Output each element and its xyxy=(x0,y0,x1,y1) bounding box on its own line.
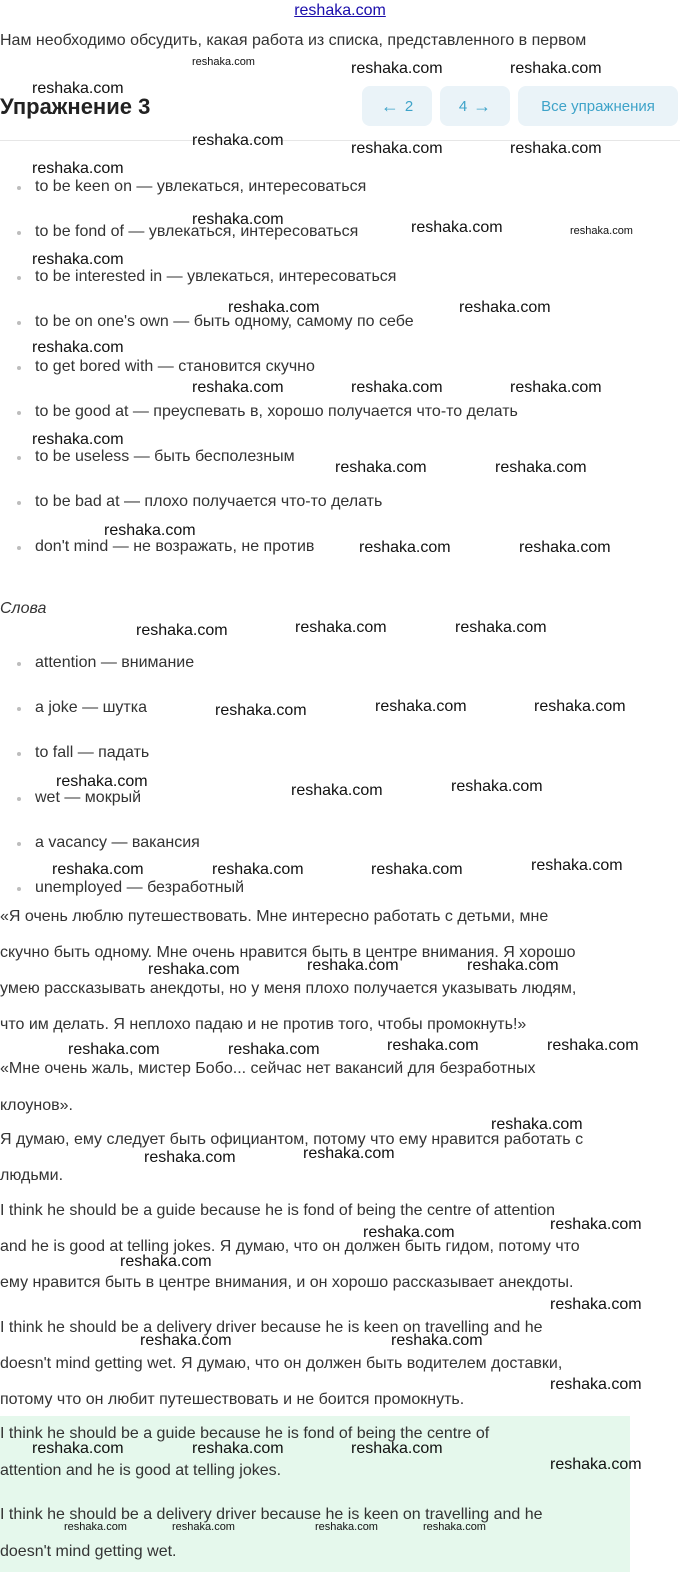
list-item-text: unemployed — безработный xyxy=(35,879,245,896)
watermark: reshaka.com xyxy=(455,619,547,636)
bullet xyxy=(17,411,21,415)
watermark: reshaka.com xyxy=(547,1037,639,1054)
bullet xyxy=(17,546,21,550)
watermark: reshaka.com xyxy=(371,861,463,878)
text-line: людьми. xyxy=(0,1167,64,1184)
list-item-text: attention — внимание xyxy=(35,654,195,671)
list-item-text: to fall — падать xyxy=(35,744,150,761)
watermark: reshaka.com xyxy=(192,56,255,68)
text-line: Я думаю, ему следует быть официантом, потому что ему нравится работать с xyxy=(0,1131,584,1148)
answer-line: attention and he is good at telling jokes. xyxy=(0,1462,282,1479)
watermark: reshaka.com xyxy=(375,698,467,715)
watermark: reshaka.com xyxy=(212,861,304,878)
intro-text: Нам необходимо обсудить, какая работа из списка, представленного в первом xyxy=(0,32,587,49)
text-line: клоунов». xyxy=(0,1097,73,1114)
watermark: reshaka.com xyxy=(192,379,284,396)
watermark: reshaka.com xyxy=(531,857,623,874)
text-line: I think he should be a delivery driver because he is keen on travelling and he xyxy=(0,1319,543,1336)
watermark: reshaka.com xyxy=(510,140,602,157)
list-item-text: to be interested in — увлекаться, интересоваться xyxy=(35,268,397,285)
watermark: reshaka.com xyxy=(411,219,503,236)
all-exercises-button[interactable] xyxy=(518,86,678,126)
watermark: reshaka.com xyxy=(295,619,387,636)
bullet xyxy=(17,186,21,190)
list-item-text: don't mind — не возражать, не против xyxy=(35,538,315,555)
list-item-text: a joke — шутка xyxy=(35,699,147,716)
list-item-text: wet — мокрый xyxy=(35,789,142,806)
watermark: reshaka.com xyxy=(550,1376,642,1393)
watermark: reshaka.com xyxy=(534,698,626,715)
list-item-text: to be on one's own — быть одному, самому по себе xyxy=(35,313,414,330)
watermark: reshaka.com xyxy=(192,211,284,228)
watermark: reshaka.com xyxy=(32,160,124,177)
watermark: reshaka.com xyxy=(387,1037,479,1054)
watermark: reshaka.com xyxy=(570,225,633,237)
watermark: reshaka.com xyxy=(459,299,551,316)
list-item-text: to be good at — преуспевать в, хорошо получается что-то делать xyxy=(35,403,518,420)
text-line: что им делать. Я неплохо падаю и не против того, чтобы промокнуть!» xyxy=(0,1016,527,1033)
answer-line: doesn't mind getting wet. xyxy=(0,1543,177,1560)
prev-exercise-label: 2 xyxy=(404,97,414,115)
watermark: reshaka.com xyxy=(228,1041,320,1058)
list-item-text: to be bad at — плохо получается что-то делать xyxy=(35,493,383,510)
next-exercise-label: 4 xyxy=(458,97,468,115)
watermark: reshaka.com xyxy=(550,1456,642,1473)
text-line: скучно быть одному. Мне очень нравится быть в центре внимания. Я хорошо xyxy=(0,944,576,961)
watermark: reshaka.com xyxy=(351,1440,443,1457)
watermark: reshaka.com xyxy=(52,861,144,878)
watermark: reshaka.com xyxy=(192,132,284,149)
watermark: reshaka.com xyxy=(192,1440,284,1457)
text-line: «Я очень люблю путешествовать. Мне интересно работать с детьми, мне xyxy=(0,908,549,925)
watermark: reshaka.com xyxy=(423,1521,486,1533)
watermark: reshaka.com xyxy=(32,80,124,97)
watermark: reshaka.com xyxy=(32,339,124,356)
answer-line: I think he should be a delivery driver because he is keen on travelling and he xyxy=(0,1506,543,1523)
watermark: reshaka.com xyxy=(335,459,427,476)
watermark: reshaka.com xyxy=(291,782,383,799)
text-line: потому что он любит путешествовать и не боится промокнуть. xyxy=(0,1391,465,1408)
watermark: reshaka.com xyxy=(228,299,320,316)
text-line: I think he should be a guide because he is fond of being the centre of attention xyxy=(0,1202,556,1219)
prev-exercise-button[interactable] xyxy=(362,86,432,126)
watermark: reshaka.com xyxy=(32,1440,124,1457)
bullet xyxy=(17,456,21,460)
watermark: reshaka.com xyxy=(32,431,124,448)
list-item-text: to be useless — быть бесполезным xyxy=(35,448,295,465)
watermark: reshaka.com xyxy=(303,1145,395,1162)
watermark: reshaka.com xyxy=(172,1521,235,1533)
list-item-text: to get bored with — становится скучно xyxy=(35,358,315,375)
watermark: reshaka.com xyxy=(136,622,228,639)
text-line: умею рассказывать анекдоты, но у меня плохо получается указывать людям, xyxy=(0,980,577,997)
watermark: reshaka.com xyxy=(391,1332,483,1349)
watermark: reshaka.com xyxy=(495,459,587,476)
watermark: reshaka.com xyxy=(144,1149,236,1166)
watermark: reshaka.com xyxy=(510,60,602,77)
watermark: reshaka.com xyxy=(363,1224,455,1241)
watermark: reshaka.com xyxy=(550,1296,642,1313)
bullet xyxy=(17,501,21,505)
exercise-title: Упражнение 3 xyxy=(0,94,151,119)
watermark: reshaka.com xyxy=(351,60,443,77)
text-line: and he is good at telling jokes. Я думаю, что он должен быть гидом, потому что xyxy=(0,1238,580,1255)
watermark: reshaka.com xyxy=(64,1521,127,1533)
watermark: reshaka.com xyxy=(351,379,443,396)
text-line: «Мне очень жаль, мистер Бобо... сейчас нет вакансий для безработных xyxy=(0,1060,536,1077)
text-line: doesn't mind getting wet. Я думаю, что он должен быть водителем доставки, xyxy=(0,1355,563,1372)
watermark: reshaka.com xyxy=(148,961,240,978)
bullet xyxy=(17,366,21,370)
answer-line: I think he should be a guide because he is fond of being the centre of xyxy=(0,1425,490,1442)
next-exercise-button[interactable] xyxy=(440,86,510,126)
bullet xyxy=(17,276,21,280)
list-item-text: to be keen on — увлекаться, интересоваться xyxy=(35,178,367,195)
all-exercises-label: Все упражнения xyxy=(541,97,655,115)
list-item-text: to be fond of — увлекаться, интересоваться xyxy=(35,223,359,240)
bullet xyxy=(17,231,21,235)
watermark: reshaka.com xyxy=(510,379,602,396)
watermark: reshaka.com xyxy=(56,773,148,790)
bullet xyxy=(17,752,21,756)
watermark: reshaka.com xyxy=(467,957,559,974)
text-line: ему нравится быть в центре внимания, и он хорошо рассказывает анекдоты. xyxy=(0,1274,574,1291)
site-link[interactable]: reshaka.com xyxy=(294,2,386,19)
watermark: reshaka.com xyxy=(359,539,451,556)
bullet xyxy=(17,797,21,801)
watermark: reshaka.com xyxy=(351,140,443,157)
bullet xyxy=(17,662,21,666)
watermark: reshaka.com xyxy=(451,778,543,795)
watermark: reshaka.com xyxy=(491,1116,583,1133)
bullet xyxy=(17,321,21,325)
watermark: reshaka.com xyxy=(550,1216,642,1233)
arrow-left-icon: ← xyxy=(380,96,399,116)
watermark: reshaka.com xyxy=(68,1041,160,1058)
list-item-text: a vacancy — вакансия xyxy=(35,834,200,851)
watermark: reshaka.com xyxy=(519,539,611,556)
watermark: reshaka.com xyxy=(215,702,307,719)
watermark: reshaka.com xyxy=(104,522,196,539)
watermark: reshaka.com xyxy=(120,1253,212,1270)
watermark: reshaka.com xyxy=(32,251,124,268)
bullet xyxy=(17,842,21,846)
watermark: reshaka.com xyxy=(140,1332,232,1349)
bullet xyxy=(17,887,21,891)
watermark: reshaka.com xyxy=(307,957,399,974)
arrow-right-icon: → xyxy=(473,96,492,116)
words-heading: Слова xyxy=(0,600,47,617)
bullet xyxy=(17,707,21,711)
watermark: reshaka.com xyxy=(315,1521,378,1533)
